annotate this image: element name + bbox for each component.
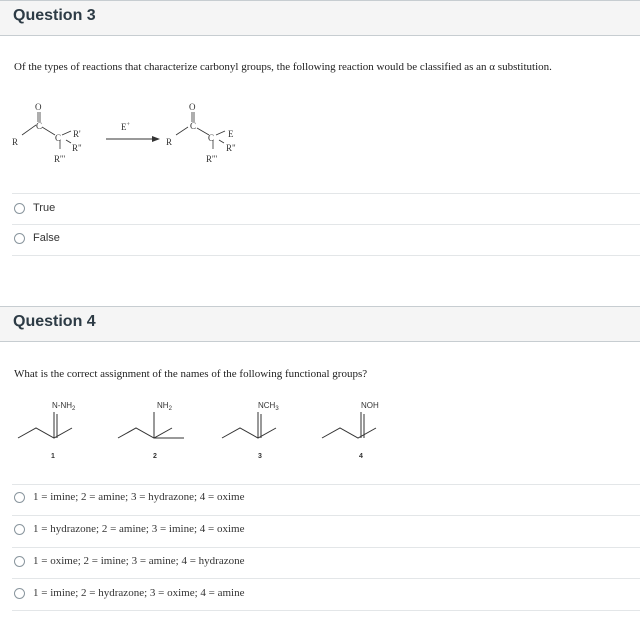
structure-1-number: 1: [51, 453, 55, 460]
structure-4: [322, 401, 379, 460]
radio-button[interactable]: [14, 233, 25, 244]
structure-4-label: NOH: [361, 401, 379, 410]
product-r: R: [166, 137, 173, 147]
reactant-structure: [22, 112, 71, 149]
reactant-r2: R": [72, 143, 82, 153]
q4-option-1[interactable]: [14, 487, 244, 507]
reactant-c2: C: [55, 133, 62, 143]
question-3-title: Question 3: [13, 7, 96, 24]
product-c2: C: [208, 133, 215, 143]
radio-button[interactable]: [14, 588, 25, 599]
divider: [12, 547, 640, 548]
structure-3: [222, 401, 279, 460]
divider: [12, 224, 640, 225]
option-label: 1 = imine; 2 = hydrazone; 3 = oxime; 4 = amine: [33, 587, 245, 599]
radio-button[interactable]: [14, 203, 25, 214]
question-4-text: What is the correct assignment of the names of the following functional groups?: [14, 368, 368, 380]
product-o: O: [189, 102, 196, 112]
product-e: E: [228, 129, 234, 139]
option-label: 1 = oxime; 2 = imine; 3 = amine; 4 = hydrazone: [33, 555, 245, 567]
product-c1: C: [190, 121, 197, 131]
structure-2-number: 2: [153, 453, 157, 460]
radio-button[interactable]: [14, 492, 25, 503]
structure-1-label: $N-NH_2$: [52, 401, 76, 412]
option-label: True: [33, 202, 56, 214]
reaction-arrow: [106, 136, 160, 142]
option-label: 1 = imine; 2 = amine; 3 = hydrazone; 4 = oxime: [33, 491, 245, 503]
q3-option-true[interactable]: [14, 198, 55, 218]
question-4-header: [0, 306, 640, 342]
question-3-text: Of the types of reactions that characterize carbonyl groups, the following reaction would be classified as an α substitution.: [14, 61, 552, 73]
structure-2: [118, 401, 184, 460]
reactant-r1: R': [73, 129, 81, 139]
reactant-o: O: [35, 102, 42, 112]
reagent-label: E+: [121, 122, 130, 132]
functional-group-structures: [0, 394, 420, 466]
structure-1: [18, 401, 76, 460]
q3-option-false[interactable]: [14, 228, 60, 248]
product-r3: R'": [206, 154, 218, 164]
radio-button[interactable]: [14, 524, 25, 535]
divider: [12, 578, 640, 579]
radio-button[interactable]: [14, 556, 25, 567]
structure-3-label: $NCH_3$: [258, 401, 279, 412]
reaction-scheme: [0, 92, 300, 182]
divider: [12, 193, 640, 194]
divider: [12, 255, 640, 256]
q4-option-3[interactable]: [14, 551, 244, 571]
option-label: 1 = hydrazone; 2 = amine; 3 = imine; 4 = oxime: [33, 523, 245, 535]
divider: [12, 484, 640, 485]
divider: [12, 610, 640, 611]
q4-option-4[interactable]: [14, 583, 244, 603]
structure-4-number: 4: [359, 453, 363, 460]
reactant-r: R: [12, 137, 19, 147]
product-r2: R": [226, 143, 236, 153]
question-3-header: [0, 0, 640, 36]
structure-3-number: 3: [258, 453, 262, 460]
reactant-c1: C: [36, 121, 43, 131]
question-4-title: Question 4: [13, 313, 96, 330]
structure-2-label: $NH_2$: [157, 401, 172, 412]
divider: [12, 515, 640, 516]
reactant-r3: R'": [54, 154, 66, 164]
option-label: False: [33, 232, 60, 244]
q4-option-2[interactable]: [14, 519, 244, 539]
product-structure: [176, 112, 225, 149]
